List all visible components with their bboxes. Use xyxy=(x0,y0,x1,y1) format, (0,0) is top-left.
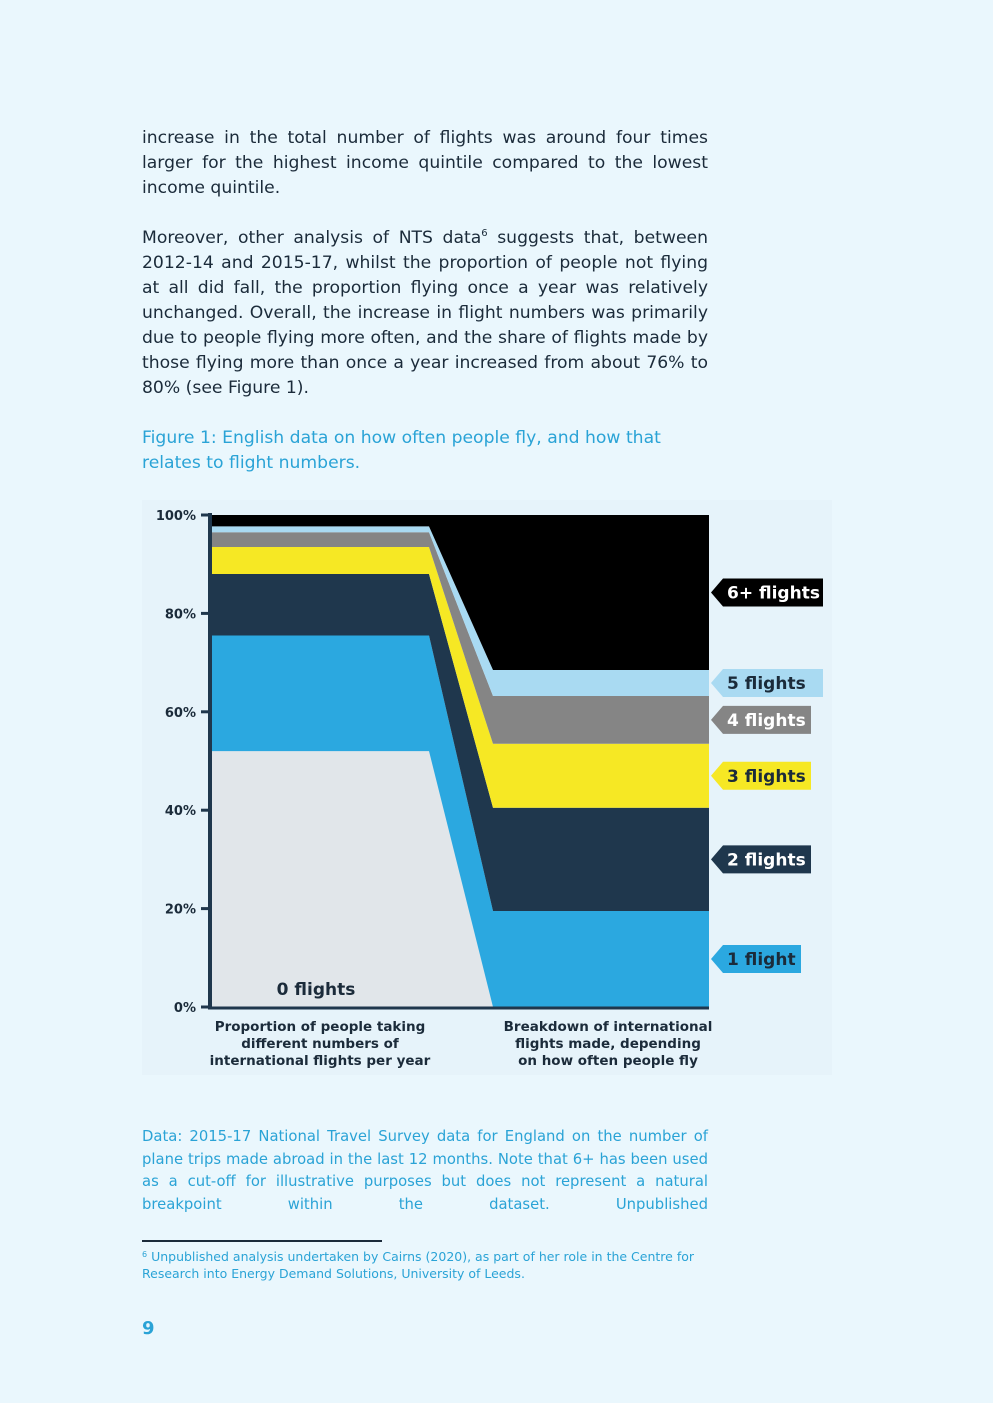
body-paragraph-1: increase in the total number of flights was around four times larger for the highest income quintile compared to the lowest income quintile. xyxy=(142,128,708,198)
footnote-ref-6[interactable]: 6 xyxy=(481,228,488,239)
footnote-text: Unpublished analysis undertaken by Cairns (2020), as part of her role in the Centre for Research into Energy Demand Solutions, University of Leeds. xyxy=(142,1249,695,1281)
footnote-marker: 6 xyxy=(142,1250,148,1259)
y-tick-label-100: 100% xyxy=(155,509,196,524)
series-label-5-flights: 5 flights xyxy=(727,674,806,695)
y-tick-label-20: 20% xyxy=(164,902,196,918)
y-tick-label-0: 0% xyxy=(173,1001,196,1016)
series-label-1-flight: 1 flight xyxy=(727,950,796,971)
para2-text-after: suggests that, between 2012-14 and 2015-17, whilst the proportion of people not flying at all did fall, the proportion flying once a year was relatively unchanged. Overall, the increase in flight numbers was primarily due to people flying more often, and the share of flights made by those flying more than once a year increased from about 76% to 80% (see Figure 1). xyxy=(142,228,708,398)
series-label-2-flights: 2 flights xyxy=(727,850,806,871)
footnote-divider xyxy=(142,1240,382,1242)
body-paragraph-2 xyxy=(142,226,708,401)
para2-text-before: Moreover, other analysis of NTS data xyxy=(142,228,482,248)
y-tick-label-40: 40% xyxy=(164,804,196,820)
series-label-4-flights: 4 flights xyxy=(727,710,806,731)
x-category-label-1-line-2: different numbers of xyxy=(241,1036,399,1052)
x-category-label-2-line-1: Breakdown of international xyxy=(503,1019,713,1035)
series-label-3-flights: 3 flights xyxy=(727,766,806,787)
series-label-0-flights: 0 flights xyxy=(276,980,356,1001)
x-category-label-2-line-2: flights made, depending xyxy=(515,1036,701,1052)
data-source-note: Data: 2015-17 National Travel Survey data for England on the number of plane trips made abroad in the last 12 months. Note that 6+ has been used as a cut-off for illustrative purposes but does not represent a natural breakpoint within the dataset. Unpublished xyxy=(142,1128,708,1213)
footnote xyxy=(142,1249,708,1282)
x-category-label-1-line-1: Proportion of people taking xyxy=(214,1019,426,1035)
x-category-label-1-line-3: international flights per year xyxy=(209,1053,431,1069)
page-number: 9 xyxy=(142,1318,155,1339)
stacked-area-chart xyxy=(142,500,832,1075)
x-category-label-2-line-3: on how often people fly xyxy=(518,1053,698,1069)
y-tick-label-80: 80% xyxy=(164,607,196,623)
y-tick-label-60: 60% xyxy=(164,705,196,721)
series-label-6-flights: 6+ flights xyxy=(727,583,820,604)
figure-caption: Figure 1: English data on how often people fly, and how that relates to flight numbers. xyxy=(142,428,661,473)
figure-1-chart xyxy=(142,500,832,1075)
